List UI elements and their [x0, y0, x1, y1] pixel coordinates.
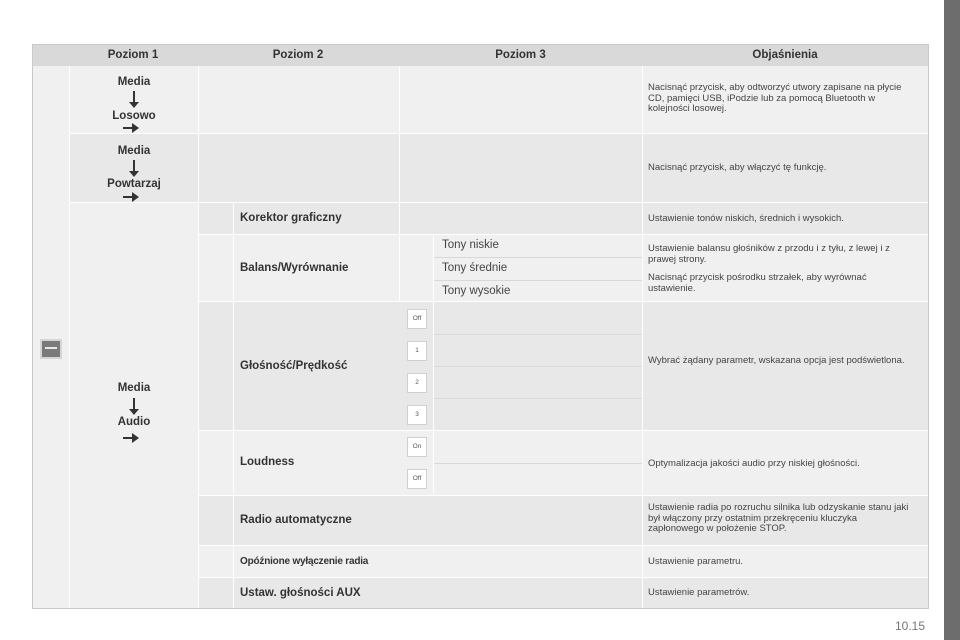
level2-media: Media: [117, 145, 151, 157]
level2-powtarzaj: Powtarzaj: [107, 178, 161, 190]
level2-media: Media: [117, 382, 151, 394]
option-off-button[interactable]: Off: [407, 469, 427, 489]
row-divider: [434, 334, 642, 335]
option-tony-wysokie: Tony wysokie: [442, 285, 511, 297]
column-divider: [399, 66, 400, 203]
explanation-losowo: Nacisnąć przycisk, aby odtworzyć utwory zapisane na płycie CD, pamięci USB, iPodzie lub za pomocą Bluetooth w kolejności losowej.: [648, 82, 902, 114]
glosnosc-label: Głośność/Prędkość: [240, 360, 348, 372]
explanation-aux: Ustawienie parametrów.: [648, 587, 750, 598]
row-divider: [434, 463, 642, 464]
column-divider: [433, 235, 434, 302]
arrow-right-icon: [123, 127, 133, 129]
page-number: 10.15: [895, 619, 926, 633]
media-icon: [40, 339, 62, 359]
aux-label: Ustaw. głośności AUX: [240, 587, 361, 599]
explanation-korektor: Ustawienie tonów niskich, średnich i wysokich.: [648, 213, 844, 224]
page-edge-bar: [944, 0, 960, 640]
table-header: [33, 45, 928, 66]
option-off-button[interactable]: Off: [407, 309, 427, 329]
option-tony-srednie: Tony średnie: [442, 262, 508, 274]
menu-table: [32, 44, 929, 609]
option-2-button[interactable]: 2: [407, 373, 427, 393]
option-on-button[interactable]: On: [407, 437, 427, 457]
level2-media: Media: [117, 76, 151, 88]
row-divider: [434, 398, 642, 399]
arrow-down-icon: [133, 398, 135, 410]
header-col2: Poziom 2: [272, 49, 324, 61]
loudness-label: Loudness: [240, 456, 295, 468]
level1-cell: [33, 66, 69, 608]
row-divider: [434, 366, 642, 367]
column-divider: [198, 66, 199, 608]
korektor-label: Korektor graficzny: [240, 212, 342, 224]
balans-label: Balans/Wyrównanie: [240, 262, 349, 274]
level2-audio: Audio: [117, 416, 151, 428]
row-divider: [434, 280, 642, 281]
explanation-balans-1: Ustawienie balansu głośników z przodu i z tyłu, z lewej i z prawej strony.: [648, 243, 890, 265]
row-divider: [434, 257, 642, 258]
explanation-opoznione: Ustawienie parametru.: [648, 556, 744, 567]
explanation-radio: Ustawienie radia po rozruchu silnika lub odzyskanie stanu jaki był włączony przy ostatnim przekręceniu kluczyka zapłonowego w położenie STOP.: [648, 502, 909, 534]
explanation-balans-2: Nacisnąć przycisk pośrodku strzałek, aby wyrównać ustawienie.: [648, 272, 867, 294]
header-col3: Poziom 3: [495, 49, 546, 61]
header-col4: Objaśnienia: [752, 49, 818, 61]
column-divider: [642, 66, 643, 608]
opoznione-label: Opóźnione wyłączenie radia: [240, 556, 369, 567]
arrow-right-icon: [123, 437, 133, 439]
arrow-down-icon: [133, 91, 135, 103]
level2-losowo: Losowo: [112, 110, 156, 122]
arrow-down-icon: [133, 160, 135, 172]
explanation-loudness: Optymalizacja jakości audio przy niskiej głośności.: [648, 458, 860, 469]
column-divider: [399, 203, 400, 235]
column-divider: [233, 203, 234, 608]
arrow-right-icon: [123, 196, 133, 198]
column-divider: [433, 302, 434, 496]
radio-label: Radio automatyczne: [240, 514, 352, 526]
explanation-powtarzaj: Nacisnąć przycisk, aby włączyć tę funkcję.: [648, 162, 827, 173]
column-divider: [399, 235, 400, 302]
option-tony-niskie: Tony niskie: [442, 239, 499, 251]
explanation-glosnosc: Wybrać żądany parametr, wskazana opcja jest podświetlona.: [648, 355, 905, 366]
option-1-button[interactable]: 1: [407, 341, 427, 361]
option-3-button[interactable]: 3: [407, 405, 427, 425]
header-col1: Poziom 1: [107, 49, 159, 61]
column-divider: [69, 66, 70, 608]
